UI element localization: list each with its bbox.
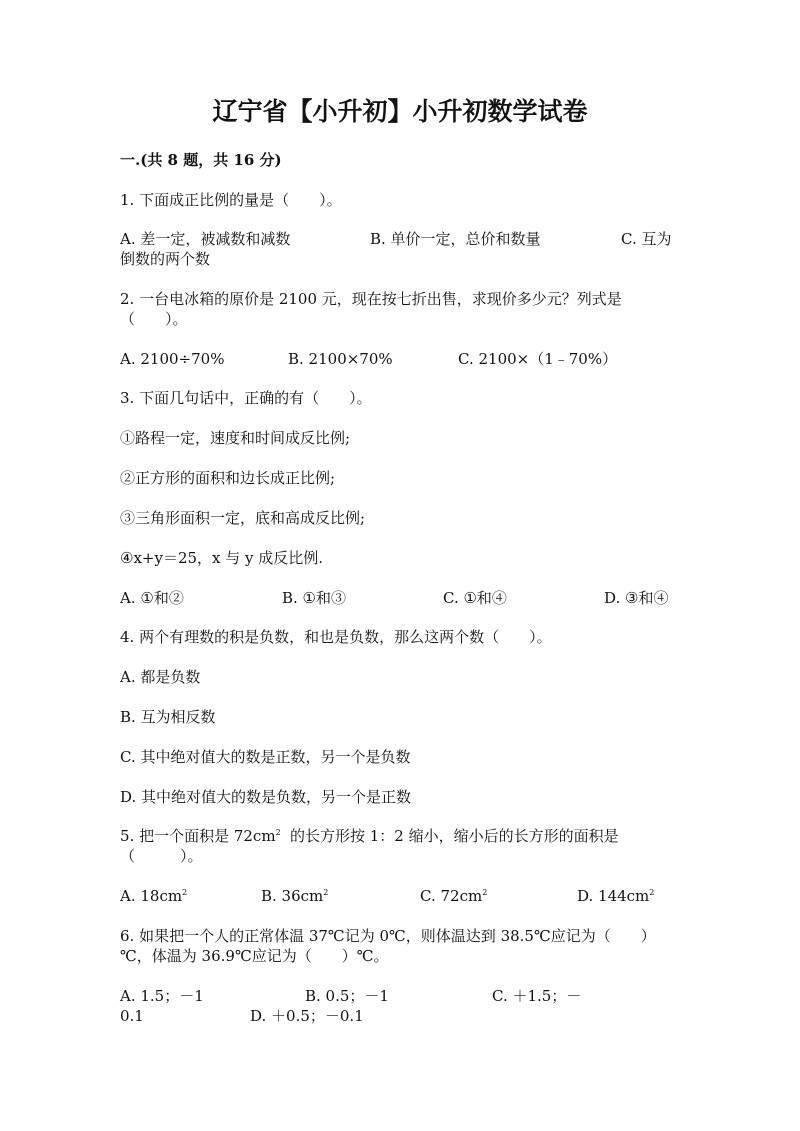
question-1-stem: 1. 下面成正比例的量是（ ）。 bbox=[120, 191, 342, 209]
question-5-option-b: B. $36cm^2$ bbox=[261, 887, 329, 905]
question-3-statement-2: ②正方形的面积和边长成正比例; bbox=[120, 469, 336, 487]
page-title: 辽宁省【小升初】小升初数学试卷 bbox=[212, 97, 588, 126]
question-3-option-a: A. ①和② bbox=[120, 589, 184, 607]
question-3-option-b: B. ①和③ bbox=[282, 589, 347, 607]
question-2-option-a: A. 2100÷70% bbox=[120, 350, 225, 368]
question-6-option-a: A. 1.5；－1 bbox=[120, 987, 204, 1005]
question-5-stem-cont: （ ）。 bbox=[120, 847, 203, 865]
question-5-option-d: D. $144cm^2$ bbox=[577, 887, 655, 905]
question-4-option-a: A. 都是负数 bbox=[120, 668, 201, 686]
question-5-stem-part-a: 5. 把一个面积是 72cm bbox=[120, 827, 276, 845]
question-3-statement-3: ③三角形面积一定，底和高成反比例; bbox=[120, 509, 366, 527]
question-2-stem-cont: （ ）。 bbox=[120, 310, 188, 328]
question-3-statement-1: ①路程一定，速度和时间成反比例; bbox=[120, 429, 351, 447]
question-5-stem-part-b: 的长方形按 1：2 缩小，缩小后的长方形的面积是 bbox=[290, 827, 619, 845]
question-1-option-b: B. 单价一定，总价和数量 bbox=[370, 230, 541, 248]
question-2-option-c: C. 2100×（1﹣70%） bbox=[458, 350, 618, 368]
question-2-stem: 2. 一台电冰箱的原价是 2100 元，现在按七折出售，求现价多少元？列式是 bbox=[120, 290, 622, 308]
question-6-option-c: C. ＋1.5；－ bbox=[492, 987, 582, 1005]
question-1-option-c: C. 互为 bbox=[621, 230, 672, 248]
question-4-stem: 4. 两个有理数的积是负数，和也是负数，那么这两个数（ ）。 bbox=[120, 628, 552, 646]
question-3-statement-4: ④x+y＝25，x 与 y 成反比例. bbox=[120, 549, 324, 567]
question-5-option-a: A. $18cm^2$ bbox=[120, 887, 188, 905]
question-3-option-c: C. ①和④ bbox=[443, 589, 507, 607]
question-5-option-c: C. $72cm^2$ bbox=[420, 887, 488, 905]
question-3-stem: 3. 下面几句话中，正确的有（ ）。 bbox=[120, 389, 372, 407]
question-1-option-a: A. 差一定，被减数和减数 bbox=[120, 230, 291, 248]
question-6-stem-cont: ℃，体温为 36.9℃应记为（ ）℃。 bbox=[120, 947, 389, 965]
question-5-stem bbox=[120, 826, 281, 846]
question-4-option-d: D. 其中绝对值大的数是负数，另一个是正数 bbox=[120, 788, 412, 806]
question-4-option-b: B. 互为相反数 bbox=[120, 708, 216, 726]
question-6-option-c-cont: 0.1 bbox=[120, 1007, 144, 1025]
question-6-option-b: B. 0.5；－1 bbox=[305, 987, 389, 1005]
question-6-option-d: D. ＋0.5；－0.1 bbox=[250, 1007, 364, 1025]
question-6-stem: 6. 如果把一个人的正常体温 37℃记为 0℃，则体温达到 38.5℃应记为（ ） bbox=[120, 927, 656, 945]
question-4-option-c: C. 其中绝对值大的数是正数，另一个是负数 bbox=[120, 748, 411, 766]
question-2-option-b: B. 2100×70% bbox=[288, 350, 393, 368]
question-3-option-d: D. ③和④ bbox=[604, 589, 669, 607]
superscript-2: 2 bbox=[275, 828, 281, 837]
section-header: 一.(共 8 题，共 16 分) bbox=[120, 151, 282, 169]
question-1-option-c-cont: 倒数的两个数 bbox=[120, 250, 211, 268]
